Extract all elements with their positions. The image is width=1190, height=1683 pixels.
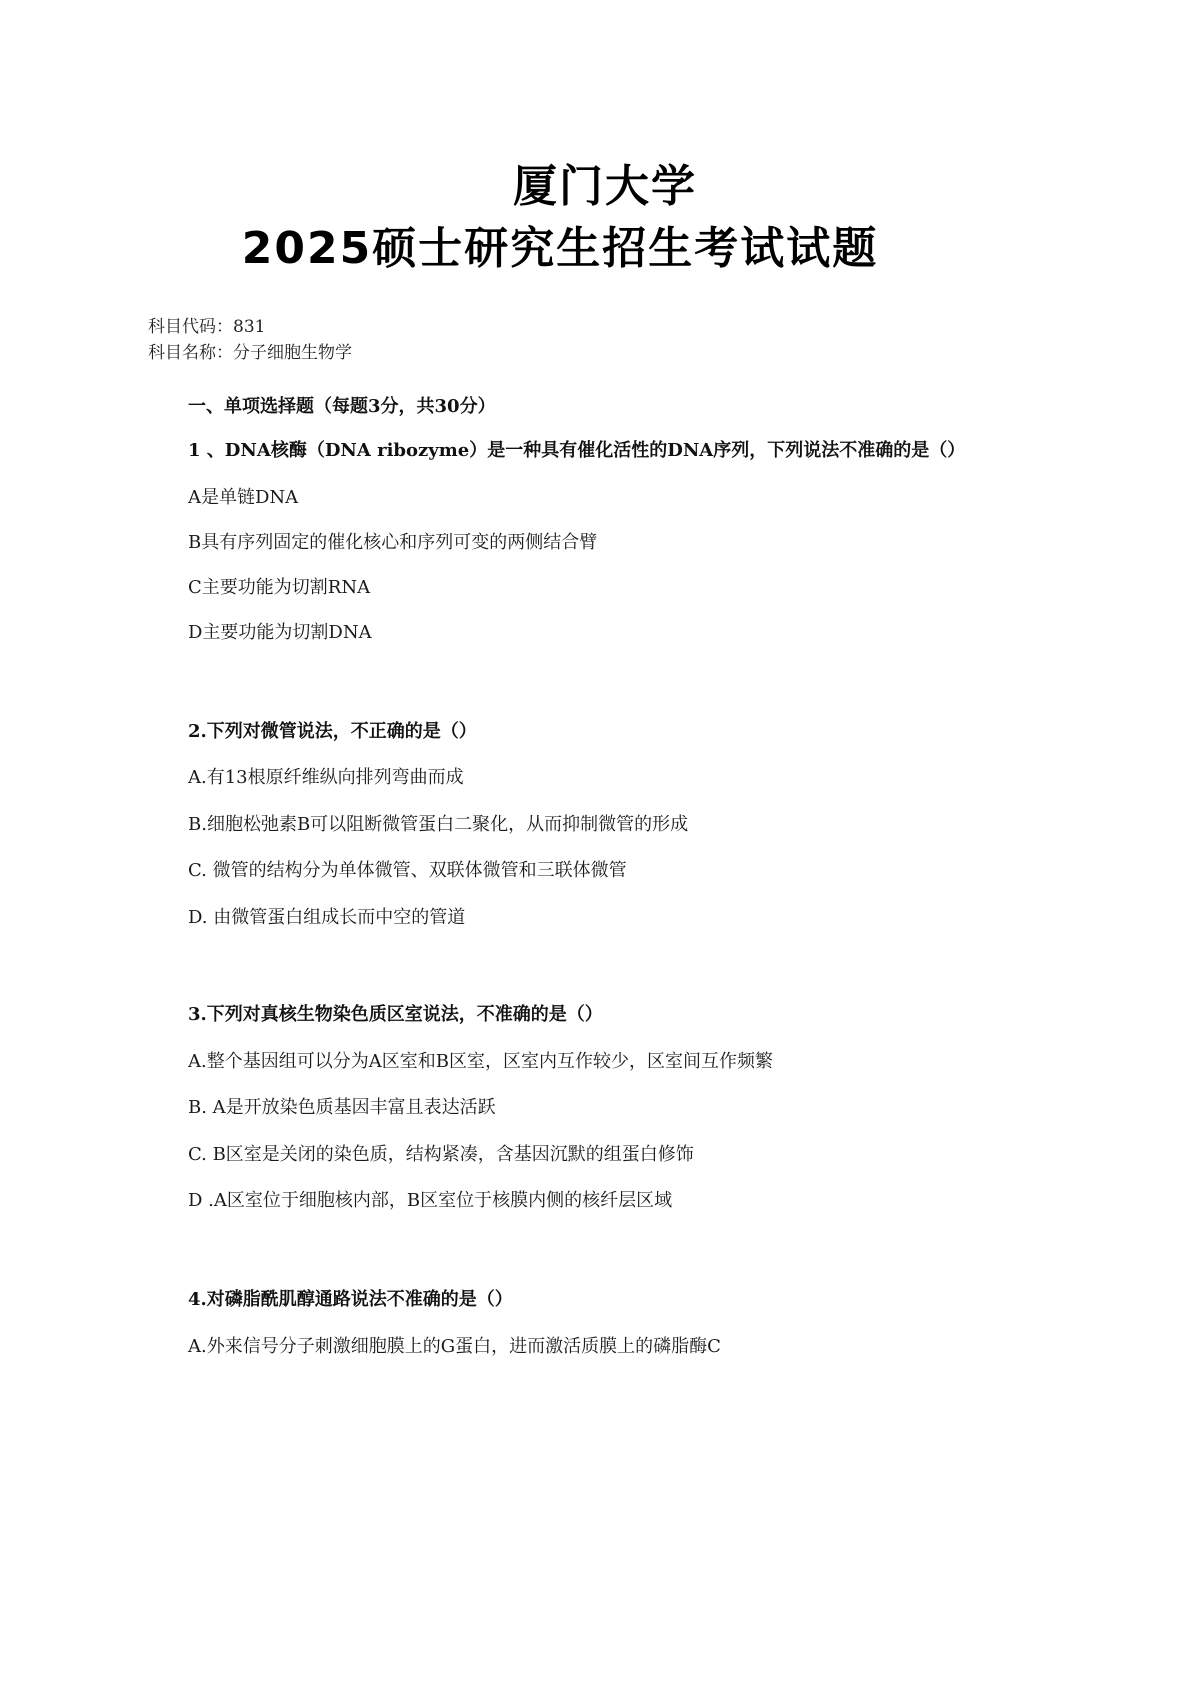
question-3-option-a: A.整个基因组可以分为A区室和B区室，区室内互作较少，区室间互作频繁 [188, 1051, 773, 1072]
question-3-option-c: C. B区室是关闭的染色质，结构紧凑，含基因沉默的组蛋白修饰 [188, 1144, 694, 1165]
university-title: 厦门大学 [513, 161, 697, 212]
exam-title: 2025硕士研究生招生考试试题 [241, 223, 879, 274]
question-3-option-b: B. A是开放染色质基因丰富且表达活跃 [188, 1097, 496, 1118]
question-3-stem: 3.下列对真核生物染色质区室说法，不准确的是（） [188, 1004, 603, 1025]
question-1-stem: 1 、DNA核酶（DNA ribozyme）是一种具有催化活性的DNA序列，下列说法不准确的是（） [188, 440, 966, 461]
question-1-option-b: B具有序列固定的催化核心和序列可变的两侧结合臂 [188, 532, 598, 553]
section-title: 一、单项选择题（每题3分，共30分） [188, 396, 496, 417]
question-1-option-a: A是单链DNA [188, 487, 299, 508]
subject-name: 科目名称：分子细胞生物学 [148, 343, 352, 363]
question-4-option-a: A.外来信号分子刺激细胞膜上的G蛋白，进而激活质膜上的磷脂酶C [188, 1336, 721, 1357]
question-2-option-b: B.细胞松弛素B可以阻断微管蛋白二聚化，从而抑制微管的形成 [188, 814, 689, 835]
question-2-option-a: A.有13根原纤维纵向排列弯曲而成 [188, 767, 464, 788]
question-3-option-d: D .A区室位于细胞核内部，B区室位于核膜内侧的核纤层区域 [188, 1190, 673, 1211]
question-1-option-c: C主要功能为切割RNA [188, 577, 371, 598]
question-2-option-d: D. 由微管蛋白组成长而中空的管道 [188, 907, 466, 928]
question-2-stem: 2.下列对微管说法，不正确的是（） [188, 721, 477, 742]
question-2-option-c: C. 微管的结构分为单体微管、双联体微管和三联体微管 [188, 860, 627, 881]
question-1-option-d: D主要功能为切割DNA [188, 622, 372, 643]
subject-code: 科目代码：831 [148, 317, 266, 337]
question-4-stem: 4.对磷脂酰肌醇通路说法不准确的是（） [188, 1289, 513, 1310]
